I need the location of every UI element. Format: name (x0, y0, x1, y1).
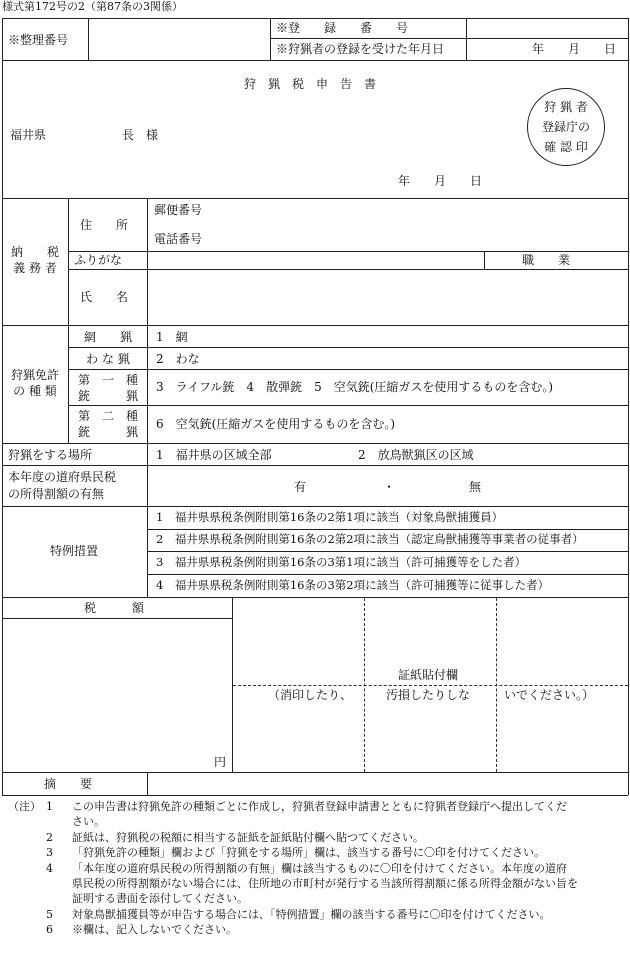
stamp-note-part2: 汚損したりしな (386, 688, 471, 702)
license-option-gun2[interactable]: 6 空気銃(圧縮ガスを使用するものを含む。) (156, 417, 395, 431)
summary-label: 摘 要 (44, 777, 93, 791)
furigana-field[interactable] (148, 252, 483, 268)
license-trap-label: わ な 猟 (86, 352, 130, 366)
license-gun2-label: 第 二 種 銃 猟 (77, 409, 138, 439)
place-option-released-game-area[interactable]: 2 放鳥獣猟区の区域 (358, 448, 474, 462)
special-option-4[interactable]: 4 福井県県税条例附則第16条の3第2項に該当（許可捕獲等に従事した者） (156, 578, 550, 592)
note-text-line: 「本年度の道府県民税の所得割額の有無」欄は該当するものに〇印を付けてください。本年度の道府 (72, 861, 567, 875)
note-number: 4 (46, 861, 53, 875)
income-tax-yes[interactable]: 有 (294, 480, 307, 494)
phone-number-label: 電話番号 (154, 232, 203, 246)
note-number: 3 (46, 846, 53, 860)
ref-number-field[interactable] (89, 19, 269, 59)
summary-field[interactable] (148, 773, 627, 794)
furigana-label: ふりがな (74, 253, 123, 267)
note-item-1-cont (8, 814, 628, 829)
addressee-prefecture: 福井県 (10, 128, 47, 142)
note-text-line: 対象鳥獣捕獲員等が申告する場合には、「特例措置」欄の該当する番号に〇印を付けてください。 (72, 907, 551, 921)
license-option-trap[interactable]: 2 わな (156, 352, 200, 366)
name-label: 氏 名 (80, 290, 129, 304)
special-measures-label: 特例措置 (50, 544, 99, 558)
note-text-line: 「狩猟免許の種類」欄および「狩猟をする場所」欄は、該当する番号に〇印を付けてください。 (72, 846, 545, 860)
submission-date: 年 月 日 (398, 174, 483, 188)
revenue-stamp-area-label: 証紙貼付欄 (398, 668, 459, 682)
address-field[interactable] (220, 200, 620, 248)
note-number: 1 (46, 800, 53, 813)
ref-number-label: ※整理番号 (8, 33, 69, 47)
note-item-2 (8, 830, 628, 845)
note-item-1 (8, 799, 628, 814)
registration-date-label: ※狩猟者の登録を受けた年月日 (276, 42, 445, 56)
note-text-line: 証明する書面を添付してください。 (72, 892, 248, 906)
form-number-label: 様式第172号の2（第87条の3関係） (2, 0, 183, 13)
note-number: 5 (46, 907, 53, 921)
license-net-label: 網 猟 (83, 330, 132, 344)
taxpayer-section-label: 納 税 義 務 者 (10, 245, 59, 275)
form-title: 狩 猟 税 申 告 書 (244, 77, 377, 91)
income-tax-no[interactable]: 無 (469, 480, 482, 494)
note-item-5 (8, 907, 628, 922)
tax-amount-label: 税 額 (84, 601, 145, 615)
stamp-note-part3: いでください。） (504, 688, 595, 702)
note-text-line: 県民税の所得割額がない場合には、住所地の市町村が発行する当該所得割額に係る所得金額がない旨を (72, 877, 578, 891)
hunting-place-label: 狩猟をする場所 (8, 448, 93, 462)
address-label: 住 所 (80, 218, 129, 232)
note-item-4-cont (8, 891, 628, 906)
notes-section (8, 799, 628, 938)
postal-code-label: 郵便番号 (154, 203, 203, 217)
addressee-title: 長 様 (122, 128, 159, 142)
stamp-text: 狩 猟 者 登録庁の 確 認 印 (541, 100, 590, 154)
note-text-line: さい。 (72, 815, 105, 829)
license-gun1-label: 第 一 種 銃 猟 (77, 373, 138, 403)
note-text-line: この申告書は狩猟免許の種類ごとに作成し，狩猟者登録申請書とともに狩猟者登録庁へ提出してくだ (72, 800, 567, 813)
registration-date-value: 年 月 日 (532, 42, 617, 56)
special-option-3[interactable]: 3 福井県県税条例附則第16条の3第1項に該当（許可捕獲等をした者） (156, 555, 527, 569)
registration-number-label: ※登 録 番 号 (276, 21, 409, 35)
license-section-label: 狩猟免許 の 種 類 (10, 368, 59, 398)
special-option-2[interactable]: 2 福井県県税条例附則第16条の2第2項に該当（認定鳥獣捕獲等事業者の従事者） (156, 532, 584, 546)
income-tax-label: 本年度の道府県民税 の所得割額の有無 (8, 470, 117, 501)
note-item-3 (8, 845, 628, 860)
note-item-4 (8, 861, 628, 876)
notes-lead: （注） (8, 800, 41, 813)
stamp-note-part1: （消印したり、 (268, 688, 353, 702)
tax-amount-field[interactable] (3, 619, 231, 771)
note-text-line: 証紙は、狩猟税の税額に相当する証紙を証紙貼付欄へ貼つてください。 (72, 830, 424, 844)
note-item-4-cont (8, 876, 628, 891)
place-option-whole-prefecture[interactable]: 1 福井県の区域全部 (156, 448, 272, 462)
registration-number-field[interactable] (467, 19, 627, 37)
name-field[interactable] (148, 270, 627, 324)
note-item-6 (8, 922, 628, 937)
registry-confirmation-stamp (527, 88, 605, 166)
special-option-1[interactable]: 1 福井県県税条例附則第16条の2第1項に該当（対象鳥獣捕獲員） (156, 510, 504, 524)
note-text-line: ※欄は、記入しないでください。 (72, 923, 237, 937)
yen-unit: 円 (214, 755, 227, 769)
note-number: 2 (46, 830, 53, 844)
note-number: 6 (46, 923, 53, 937)
income-tax-separator: ・ (383, 480, 396, 494)
license-option-net[interactable]: 1 網 (156, 330, 188, 344)
occupation-label: 職 業 (522, 253, 571, 267)
license-option-gun1[interactable]: 3 ライフル銃 4 散弾銃 5 空気銃(圧縮ガスを使用するものを含む。) (156, 380, 554, 394)
revenue-stamp-area[interactable] (233, 598, 628, 772)
